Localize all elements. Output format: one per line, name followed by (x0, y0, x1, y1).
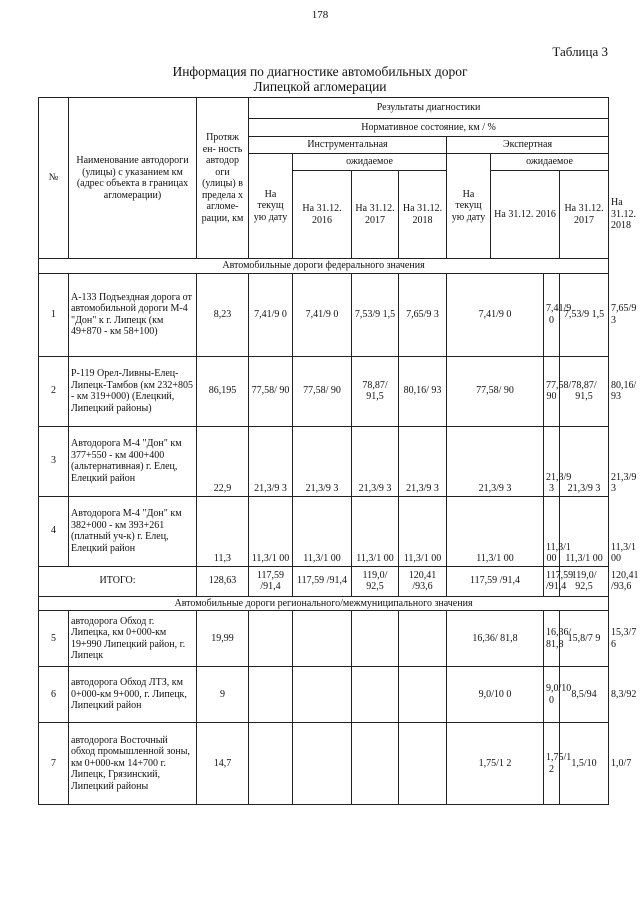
row-cell: 7,41/9 0 (447, 273, 544, 356)
row-cell-empty (249, 667, 293, 723)
row-num: 2 (39, 356, 69, 426)
row-cell-empty (399, 723, 447, 805)
row-cell: 1,75/1 2 (544, 723, 560, 805)
total-cell: 117,59 /91,4 (293, 566, 352, 596)
row-cell-empty (399, 667, 447, 723)
total-length: 128,63 (197, 566, 249, 596)
row-name: автодорога Обход г. Липецка, км 0+000-км 19+990 Липецкий район, г. Липецк (69, 611, 197, 667)
row-cell: 77,58/ 90 (447, 356, 544, 426)
row-cell: 7,41/9 0 (249, 273, 293, 356)
row-length: 11,3 (197, 496, 249, 566)
total-cell: 117,59 /91,4 (544, 566, 560, 596)
row-length: 19,99 (197, 611, 249, 667)
table-row: 7 автодорога Восточный обход промышленной зоны, км 0+000-км 14+700 г. Липецк, Грязинский, Липецкий районы 14,7 1,75/1 2 1,75/1 2 1,5/10 1,0/7 (39, 723, 609, 805)
row-cell: 77,58/ 90 (293, 356, 352, 426)
header-current-exp: На текущ ую дату (447, 154, 491, 259)
row-cell: 21,3/9 3 (447, 426, 544, 496)
row-cell-empty (399, 611, 447, 667)
header-expected-exp: ожидаемое (491, 154, 609, 171)
row-cell: 7,53/9 1,5 (352, 273, 399, 356)
section-federal: Автомобильные дороги федерального значения (39, 259, 609, 274)
row-cell: 21,3/9 3 (352, 426, 399, 496)
table-row: 1 А-133 Подъездная дорога от автомобильной дороги М-4 "Дон" к г. Липецк (км 49+870 - км 58+100) 8,23 7,41/9 0 7,41/9 0 7,53/9 1,5 7,65/9 3 7,41/9 0 7,41/9 0 7,53/9 1,5 7,65/9 3 (39, 273, 609, 356)
row-cell: 9,0/10 0 (544, 667, 560, 723)
row-num: 1 (39, 273, 69, 356)
document-title (0, 64, 640, 94)
row-cell: 21,3/9 3 (544, 426, 560, 496)
row-num: 3 (39, 426, 69, 496)
header-name: Наименование автодороги (улицы) с указанием км (адрес объекта в границах агломерации) (69, 98, 197, 259)
row-length: 22,9 (197, 426, 249, 496)
total-cell: 117,59 /91,4 (447, 566, 544, 596)
header-current-instr: На текущ ую дату (249, 154, 293, 259)
total-cell: 119,0/ 92,5 (560, 566, 609, 596)
row-cell: 78,87/ 91,5 (352, 356, 399, 426)
row-cell: 80,16/ 93 (399, 356, 447, 426)
total-label: ИТОГО: (39, 566, 197, 596)
total-row: ИТОГО: 128,63 117,59 /91,4 117,59 /91,4 119,0/ 92,5 120,41 /93,6 117,59 /91,4 117,59 /91,4 119,0/ 92,5 120,41 /93,6 (39, 566, 609, 596)
table-row: 5 автодорога Обход г. Липецка, км 0+000-км 19+990 Липецкий район, г. Липецк 19,99 16,36/ 81,8 16,36/ 81,8 15,8/7 9 15,3/7 6 (39, 611, 609, 667)
header-results: Результаты диагностики (249, 98, 609, 119)
header-2017-instr: На 31.12. 2017 (352, 171, 399, 259)
row-cell: 7,41/9 0 (293, 273, 352, 356)
row-cell: 7,53/9 1,5 (560, 273, 609, 356)
title-line-2: Липецкой агломерации (253, 79, 387, 94)
row-cell: 8,5/94 (560, 667, 609, 723)
table-row: 2 Р-119 Орел-Ливны-Елец-Липецк-Тамбов (км 232+805 - км 319+000) (Елецкий, Липецкий районы) 86,195 77,58/ 90 77,58/ 90 78,87/ 91,5 80,16/ 93 77,58/ 90 77,58/ 90 78,87/ 91,5 80,16/ 93 (39, 356, 609, 426)
total-cell: 119,0/ 92,5 (352, 566, 399, 596)
row-cell-empty (249, 611, 293, 667)
row-cell: 9,0/10 0 (447, 667, 544, 723)
row-cell: 16,36/ 81,8 (544, 611, 560, 667)
row-cell: 77,58/ 90 (544, 356, 560, 426)
row-cell-empty (352, 667, 399, 723)
row-name: Р-119 Орел-Ливны-Елец-Липецк-Тамбов (км 232+805 - км 319+000) (Елецкий, Липецкий районы) (69, 356, 197, 426)
table-row: 3 Автодорога М-4 "Дон" км 377+550 - км 400+400 (альтернативная) г. Елец, Елецкий район 22,9 21,3/9 3 21,3/9 3 21,3/9 3 21,3/9 3 21,3/9 3 21,3/9 3 21,3/9 3 21,3/9 3 (39, 426, 609, 496)
title-line-1: Информация по диагностике автомобильных дорог (172, 64, 468, 79)
diagnostics-table: № Наименование автодороги (улицы) с указанием км (адрес объекта в границах агломерации) Протяж ен- ность автодор оги (улицы) в предела х агломе- рации, км Результаты диагностики Нормативное состояние, км / % Инструментальная Экспертная На текущ ую дату ожидаемое На текущ ую дату ожидаемое На 31.12. 2016 На 31.12. 2017 На 31.12. 2018 На 31.12. 2016 На 31.12. 2017 На 31.12. 2018 Автомобильные дороги федерального значения 1 А-133 Подъездная дорога от автомобильной дороги М-4 "Дон" к г. Липецк (км 49+870 - км 58+100) 8,23 7,41/9 0 7,41/9 0 7,53/9 1,5 7,65/9 3 7,41/9 0 7,41/9 0 7,53/9 1,5 7,65/9 3 2 Р-119 Орел-Ливны-Елец-Липецк-Тамбов (км 232+805 - км 319+000) (Елецкий, Липецкий районы) 86,195 77,58/ 90 77,58/ 90 78,87/ 91,5 80,16/ 93 77,58/ 90 77,58/ 90 78,87/ 91,5 80,16/ 93 3 Автодорога М-4 "Дон" км 377+550 - км 400+400 (альтернативная) г. Елец, Елецкий район 22,9 21,3/9 3 21,3/9 3 21,3/9 3 21,3/9 3 21,3/9 3 21,3/9 3 21,3/9 3 21,3/9 3 4 Автодорога М-4 "Дон" км 382+000 - км 393+261 (платный уч-к) г. Елец, Елецкий район 11,3 11,3/1 00 11,3/1 00 11,3/1 00 11,3/1 00 11,3/1 00 11,3/1 00 11,3/1 00 11,3/1 00 ИТОГО: 128,63 117,59 /91,4 117,59 /91,4 119,0/ 92,5 120,41 /93,6 117,59 /91,4 117,59 /91,4 119,0/ 92,5 120,41 /93,6 Автомобильные дороги регионального/межмуниципального значения 5 автодорога Обход г. Липецка, км 0+000-км 19+990 Липецкий район, г. Липецк 19,99 16,36/ 81,8 16,36/ 81,8 15,8/7 9 15,3/7 6 6 автодорога Обход ЛТЗ, км 0+000-км 9+000, г. Липецк, Липецкий район 9 9,0/10 0 9,0/10 0 8,5/94 8,3/92 7 автодорога Восточный обход промышленной зоны, км 0+000-км 14+700 г. Липецк, Грязинский, Липецкий районы 14,7 1,75/1 2 1,75/1 2 1,5/10 1,0/7 (38, 97, 609, 805)
row-cell-empty (249, 723, 293, 805)
section-regional: Автомобильные дороги регионального/межмуниципального значения (39, 596, 609, 611)
row-cell-empty (352, 723, 399, 805)
row-num: 6 (39, 667, 69, 723)
row-cell: 77,58/ 90 (249, 356, 293, 426)
row-cell: 7,65/9 3 (399, 273, 447, 356)
row-cell: 11,3/1 00 (544, 496, 560, 566)
row-cell: 11,3/1 00 (293, 496, 352, 566)
row-name: автодорога Восточный обход промышленной зоны, км 0+000-км 14+700 г. Липецк, Грязинский, Липецкий районы (69, 723, 197, 805)
header-instrumental: Инструментальная (249, 137, 447, 154)
row-name: автодорога Обход ЛТЗ, км 0+000-км 9+000, г. Липецк, Липецкий район (69, 667, 197, 723)
row-cell: 21,3/9 3 (249, 426, 293, 496)
row-cell: 11,3/1 00 (399, 496, 447, 566)
table-label: Таблица 3 (552, 44, 608, 59)
row-name: Автодорога М-4 "Дон" км 377+550 - км 400+400 (альтернативная) г. Елец, Елецкий район (69, 426, 197, 496)
header-expert: Экспертная (447, 137, 609, 154)
row-name: Автодорога М-4 "Дон" км 382+000 - км 393+261 (платный уч-к) г. Елец, Елецкий район (69, 496, 197, 566)
row-cell: 11,3/1 00 (560, 496, 609, 566)
total-cell: 117,59 /91,4 (249, 566, 293, 596)
row-cell: 11,3/1 00 (352, 496, 399, 566)
row-cell: 1,75/1 2 (447, 723, 544, 805)
row-length: 9 (197, 667, 249, 723)
row-length: 86,195 (197, 356, 249, 426)
row-cell: 7,41/9 0 (544, 273, 560, 356)
row-cell: 21,3/9 3 (293, 426, 352, 496)
header-2017-exp: На 31.12. 2017 (560, 171, 609, 259)
row-cell-empty (293, 667, 352, 723)
row-num: 5 (39, 611, 69, 667)
row-cell-empty (293, 611, 352, 667)
row-cell-empty (352, 611, 399, 667)
header-length: Протяж ен- ность автодор оги (улицы) в предела х агломе- рации, км (197, 98, 249, 259)
page-number: 178 (311, 9, 329, 21)
header-2016-exp: На 31.12. 2016 (491, 171, 560, 259)
header-num: № (39, 98, 69, 259)
row-length: 14,7 (197, 723, 249, 805)
table-row: 6 автодорога Обход ЛТЗ, км 0+000-км 9+000, г. Липецк, Липецкий район 9 9,0/10 0 9,0/10 0 8,5/94 8,3/92 (39, 667, 609, 723)
row-num: 4 (39, 496, 69, 566)
row-cell: 21,3/9 3 (560, 426, 609, 496)
row-num: 7 (39, 723, 69, 805)
row-length: 8,23 (197, 273, 249, 356)
header-2018-instr: На 31.12. 2018 (399, 171, 447, 259)
row-cell-empty (293, 723, 352, 805)
row-cell: 11,3/1 00 (447, 496, 544, 566)
table-row: 4 Автодорога М-4 "Дон" км 382+000 - км 393+261 (платный уч-к) г. Елец, Елецкий район 11,3 11,3/1 00 11,3/1 00 11,3/1 00 11,3/1 00 11,3/1 00 11,3/1 00 11,3/1 00 11,3/1 00 (39, 496, 609, 566)
header-normative: Нормативное состояние, км / % (249, 119, 609, 137)
row-cell: 11,3/1 00 (249, 496, 293, 566)
total-cell: 120,41 /93,6 (399, 566, 447, 596)
row-cell: 21,3/9 3 (399, 426, 447, 496)
row-cell: 15,8/7 9 (560, 611, 609, 667)
header-expected-instr: ожидаемое (293, 154, 447, 171)
row-cell: 16,36/ 81,8 (447, 611, 544, 667)
row-name: А-133 Подъездная дорога от автомобильной дороги М-4 "Дон" к г. Липецк (км 49+870 - км 58+100) (69, 273, 197, 356)
row-cell: 78,87/ 91,5 (560, 356, 609, 426)
row-cell: 1,5/10 (560, 723, 609, 805)
header-2016-instr: На 31.12. 2016 (293, 171, 352, 259)
